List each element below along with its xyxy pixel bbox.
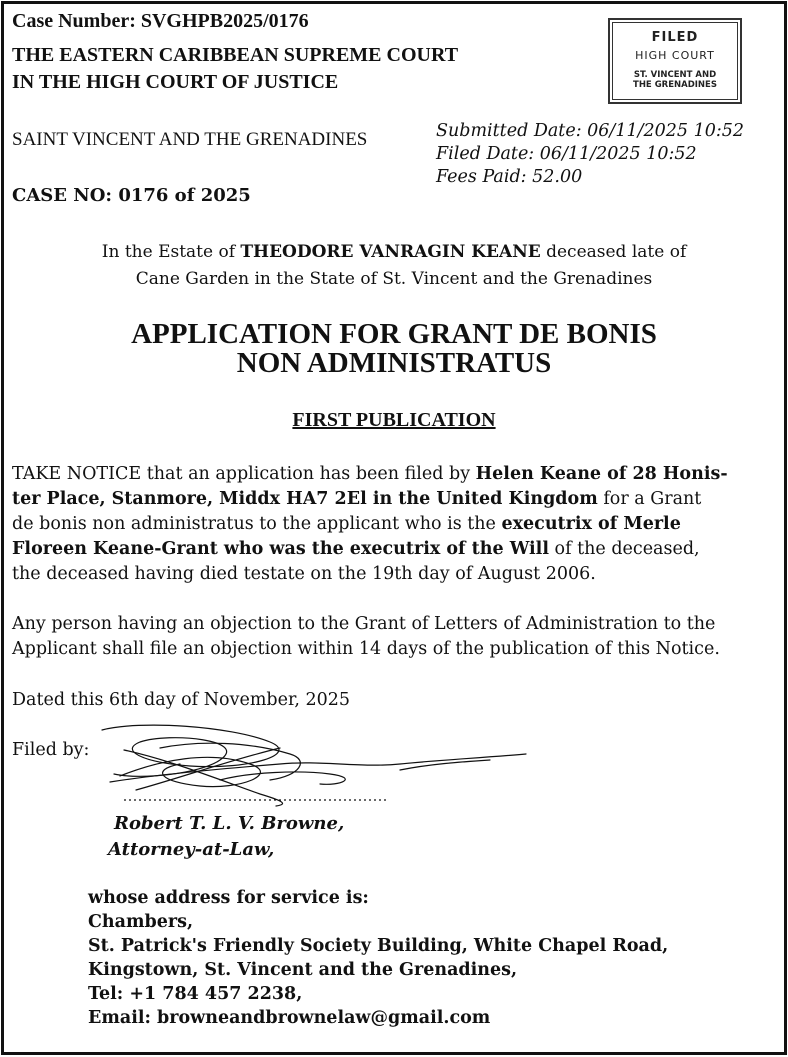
stamp-filed-label: FILED bbox=[651, 30, 699, 45]
service-address bbox=[88, 886, 668, 1030]
court-name: THE EASTERN CARIBBEAN SUPREME COURT bbox=[12, 44, 459, 66]
fees-paid: Fees Paid: 52.00 bbox=[436, 167, 583, 187]
address-line-building: St. Patrick's Friendly Society Building, White Chapel Road, bbox=[88, 936, 669, 956]
jurisdiction: SAINT VINCENT AND THE GRENADINES bbox=[12, 129, 368, 150]
address-line-city: Kingstown, St. Vincent and the Grenadines, bbox=[88, 960, 518, 980]
estate-line-2: Cane Garden in the State of St. Vincent and the Grenadines bbox=[135, 269, 653, 289]
legal-notice-page bbox=[1, 1, 787, 1055]
address-line-chambers: Chambers, bbox=[88, 912, 194, 932]
filed-by-label: Filed by: bbox=[12, 740, 90, 760]
telephone: Tel: +1 784 457 2238, bbox=[88, 984, 303, 1004]
stamp-place-line-1: ST. VINCENT AND bbox=[633, 70, 717, 80]
deceased-name: THEODORE VANRAGIN KEANE bbox=[240, 242, 541, 262]
email: Email: browneandbrownelaw@gmail.com bbox=[88, 1008, 491, 1028]
stamp-place-line-2: THE GRENADINES bbox=[633, 80, 717, 90]
submitted-date: Submitted Date: 06/11/2025 10:52 bbox=[436, 121, 745, 141]
estate-line-1: In the Estate of THEODORE VANRAGIN KEANE deceased late of bbox=[101, 242, 687, 262]
publication-heading: FIRST PUBLICATION bbox=[292, 409, 496, 431]
filing-info bbox=[436, 120, 744, 189]
document-title-line-1: APPLICATION FOR GRANT DE BONIS bbox=[131, 318, 657, 350]
attorney-name: Robert T. L. V. Browne, bbox=[114, 813, 345, 834]
handwritten-signature bbox=[100, 720, 540, 820]
notice-paragraph: TAKE NOTICE that an application has been filed by Helen Keane of 28 Honis- ter Place, Stanmore, Middx HA7 2El in the United Kingdom for a Grant de bonis non administratus to the applicant who is the executrix of Merle Floreen Keane-Grant who was the executrix of the Will of the deceased, the deceased having died testate on the 19th day of August 2006. bbox=[12, 464, 728, 584]
court-division: IN THE HIGH COURT OF JUSTICE bbox=[12, 71, 339, 93]
document-title-line-2: NON ADMINISTRATUS bbox=[236, 347, 552, 379]
dated-line: Dated this 6th day of November, 2025 bbox=[12, 690, 351, 710]
stamp-court-label: HIGH COURT bbox=[635, 49, 715, 62]
filed-date: Filed Date: 06/11/2025 10:52 bbox=[436, 144, 697, 164]
address-intro: whose address for service is: bbox=[88, 888, 369, 908]
filed-stamp bbox=[608, 18, 742, 104]
case-number: Case Number: SVGHPB2025/0176 bbox=[12, 10, 309, 32]
objection-paragraph: Any person having an objection to the Grant of Letters of Administration to the Applicant shall file an objection within 14 days of the publication of this Notice. bbox=[12, 614, 720, 659]
case-no: CASE NO: 0176 of 2025 bbox=[12, 185, 251, 206]
attorney-title: Attorney-at-Law, bbox=[108, 839, 275, 860]
